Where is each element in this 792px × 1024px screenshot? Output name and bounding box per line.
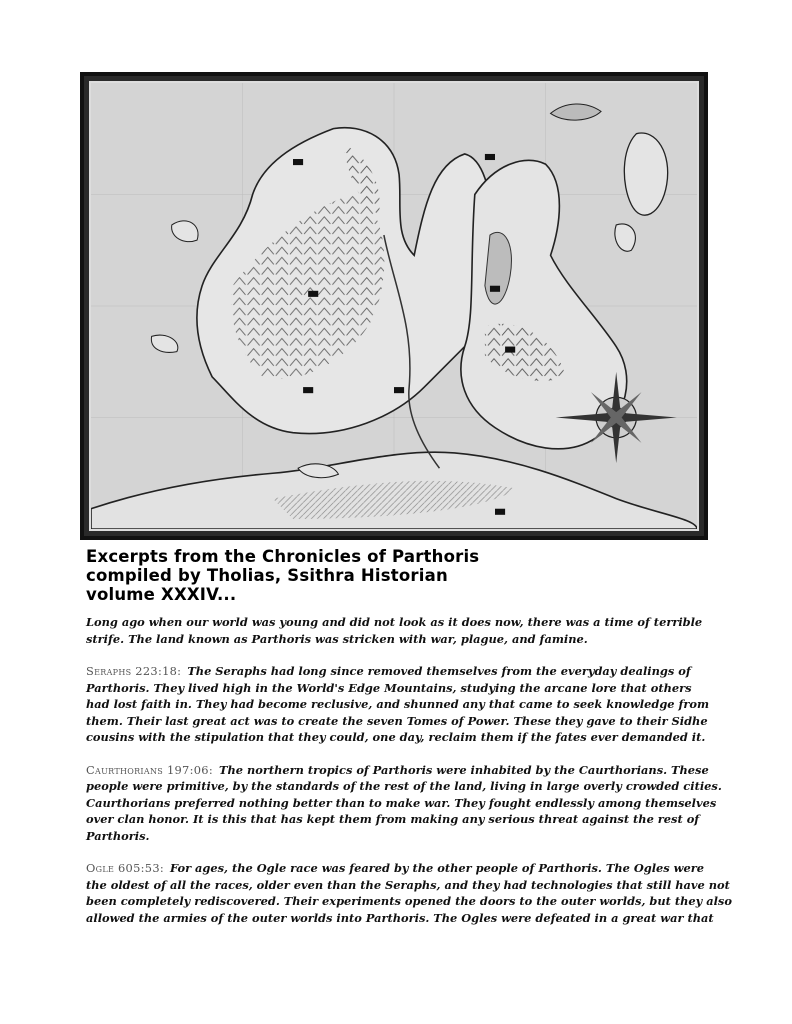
paragraph-line — [86, 860, 712, 877]
paragraph-lead: Caurthorians 197:06: — [86, 762, 213, 777]
map-parchment — [89, 81, 699, 531]
island-northeast — [624, 133, 667, 215]
paragraph-lead: Ogle 605:53: — [86, 861, 165, 875]
paragraph-line: cousins with the stipulation that they could, one day, reclaim them if the fates ever demanded it. — [86, 730, 706, 744]
heading-line-1: Excerpts from the Chronicles of Parthoris — [86, 547, 480, 566]
paragraph-line: them. Their last great act was to create the seven Tomes of Power. These they gave to their Sidhe — [86, 713, 708, 728]
paragraph-intro — [86, 614, 712, 647]
paragraph-line: Parthoris. — [86, 828, 150, 843]
paragraph-line: been completely rediscovered. Their experiments opened the doors to the outer worlds, but they also — [86, 894, 732, 908]
paragraph-line: people were primitive, by the standards of the rest of the land, living in large overly crowded cities. — [86, 779, 722, 793]
paragraph-line: Caurthorians preferred nothing better than to make war. They fought endlessly among themselves — [86, 795, 717, 810]
chronicle-heading — [86, 547, 706, 604]
paragraph-lead: Seraphs 223:18: — [86, 664, 182, 678]
paragraph-line: allowed the armies of the outer worlds into Parthoris. The Ogles were defeated in a great war that — [86, 910, 714, 925]
paragraph-ogle — [86, 860, 732, 926]
heading-line-2: compiled by Tholias, Ssithra Historian — [86, 566, 448, 585]
paragraph-line: Long ago when our world was young and did not look as it does now, there was a time of terrible — [86, 615, 703, 629]
paragraph-line-text: For ages, the Ogle race was feared by the other people of Parthoris. The Ogles were — [170, 861, 704, 875]
paragraph-line — [86, 663, 712, 680]
paragraph-seraphs — [86, 663, 712, 746]
chronicle-body — [86, 614, 732, 942]
paragraph-line: over clan honor. It is this that has kept them from making any serious threat against the rest of — [86, 812, 700, 826]
paragraph-line: strife. The land known as Parthoris was stricken with war, plague, and famine. — [86, 631, 588, 646]
paragraph-line-text: The Seraphs had long since removed themselves from the everyday dealings of — [187, 664, 691, 678]
paragraph-line: Parthoris. They lived high in the World's Edge Mountains, studying the arcane lore that others — [86, 680, 692, 695]
map-illustration — [80, 72, 708, 540]
paragraph-line-text: The northern tropics of Parthoris were inhabited by the Caurthorians. These — [218, 762, 709, 777]
paragraph-line: the oldest of all the races, older even than the Seraphs, and they had technologies that still have not — [86, 877, 730, 892]
paragraph-line — [86, 762, 712, 779]
map-drawing — [91, 83, 697, 529]
heading-line-3: volume XXXIV... — [86, 585, 237, 604]
paragraph-caurthorians — [86, 762, 722, 845]
paragraph-line: had lost faith in. They had become reclusive, and shunned any that came to seek knowledge from — [86, 697, 710, 711]
